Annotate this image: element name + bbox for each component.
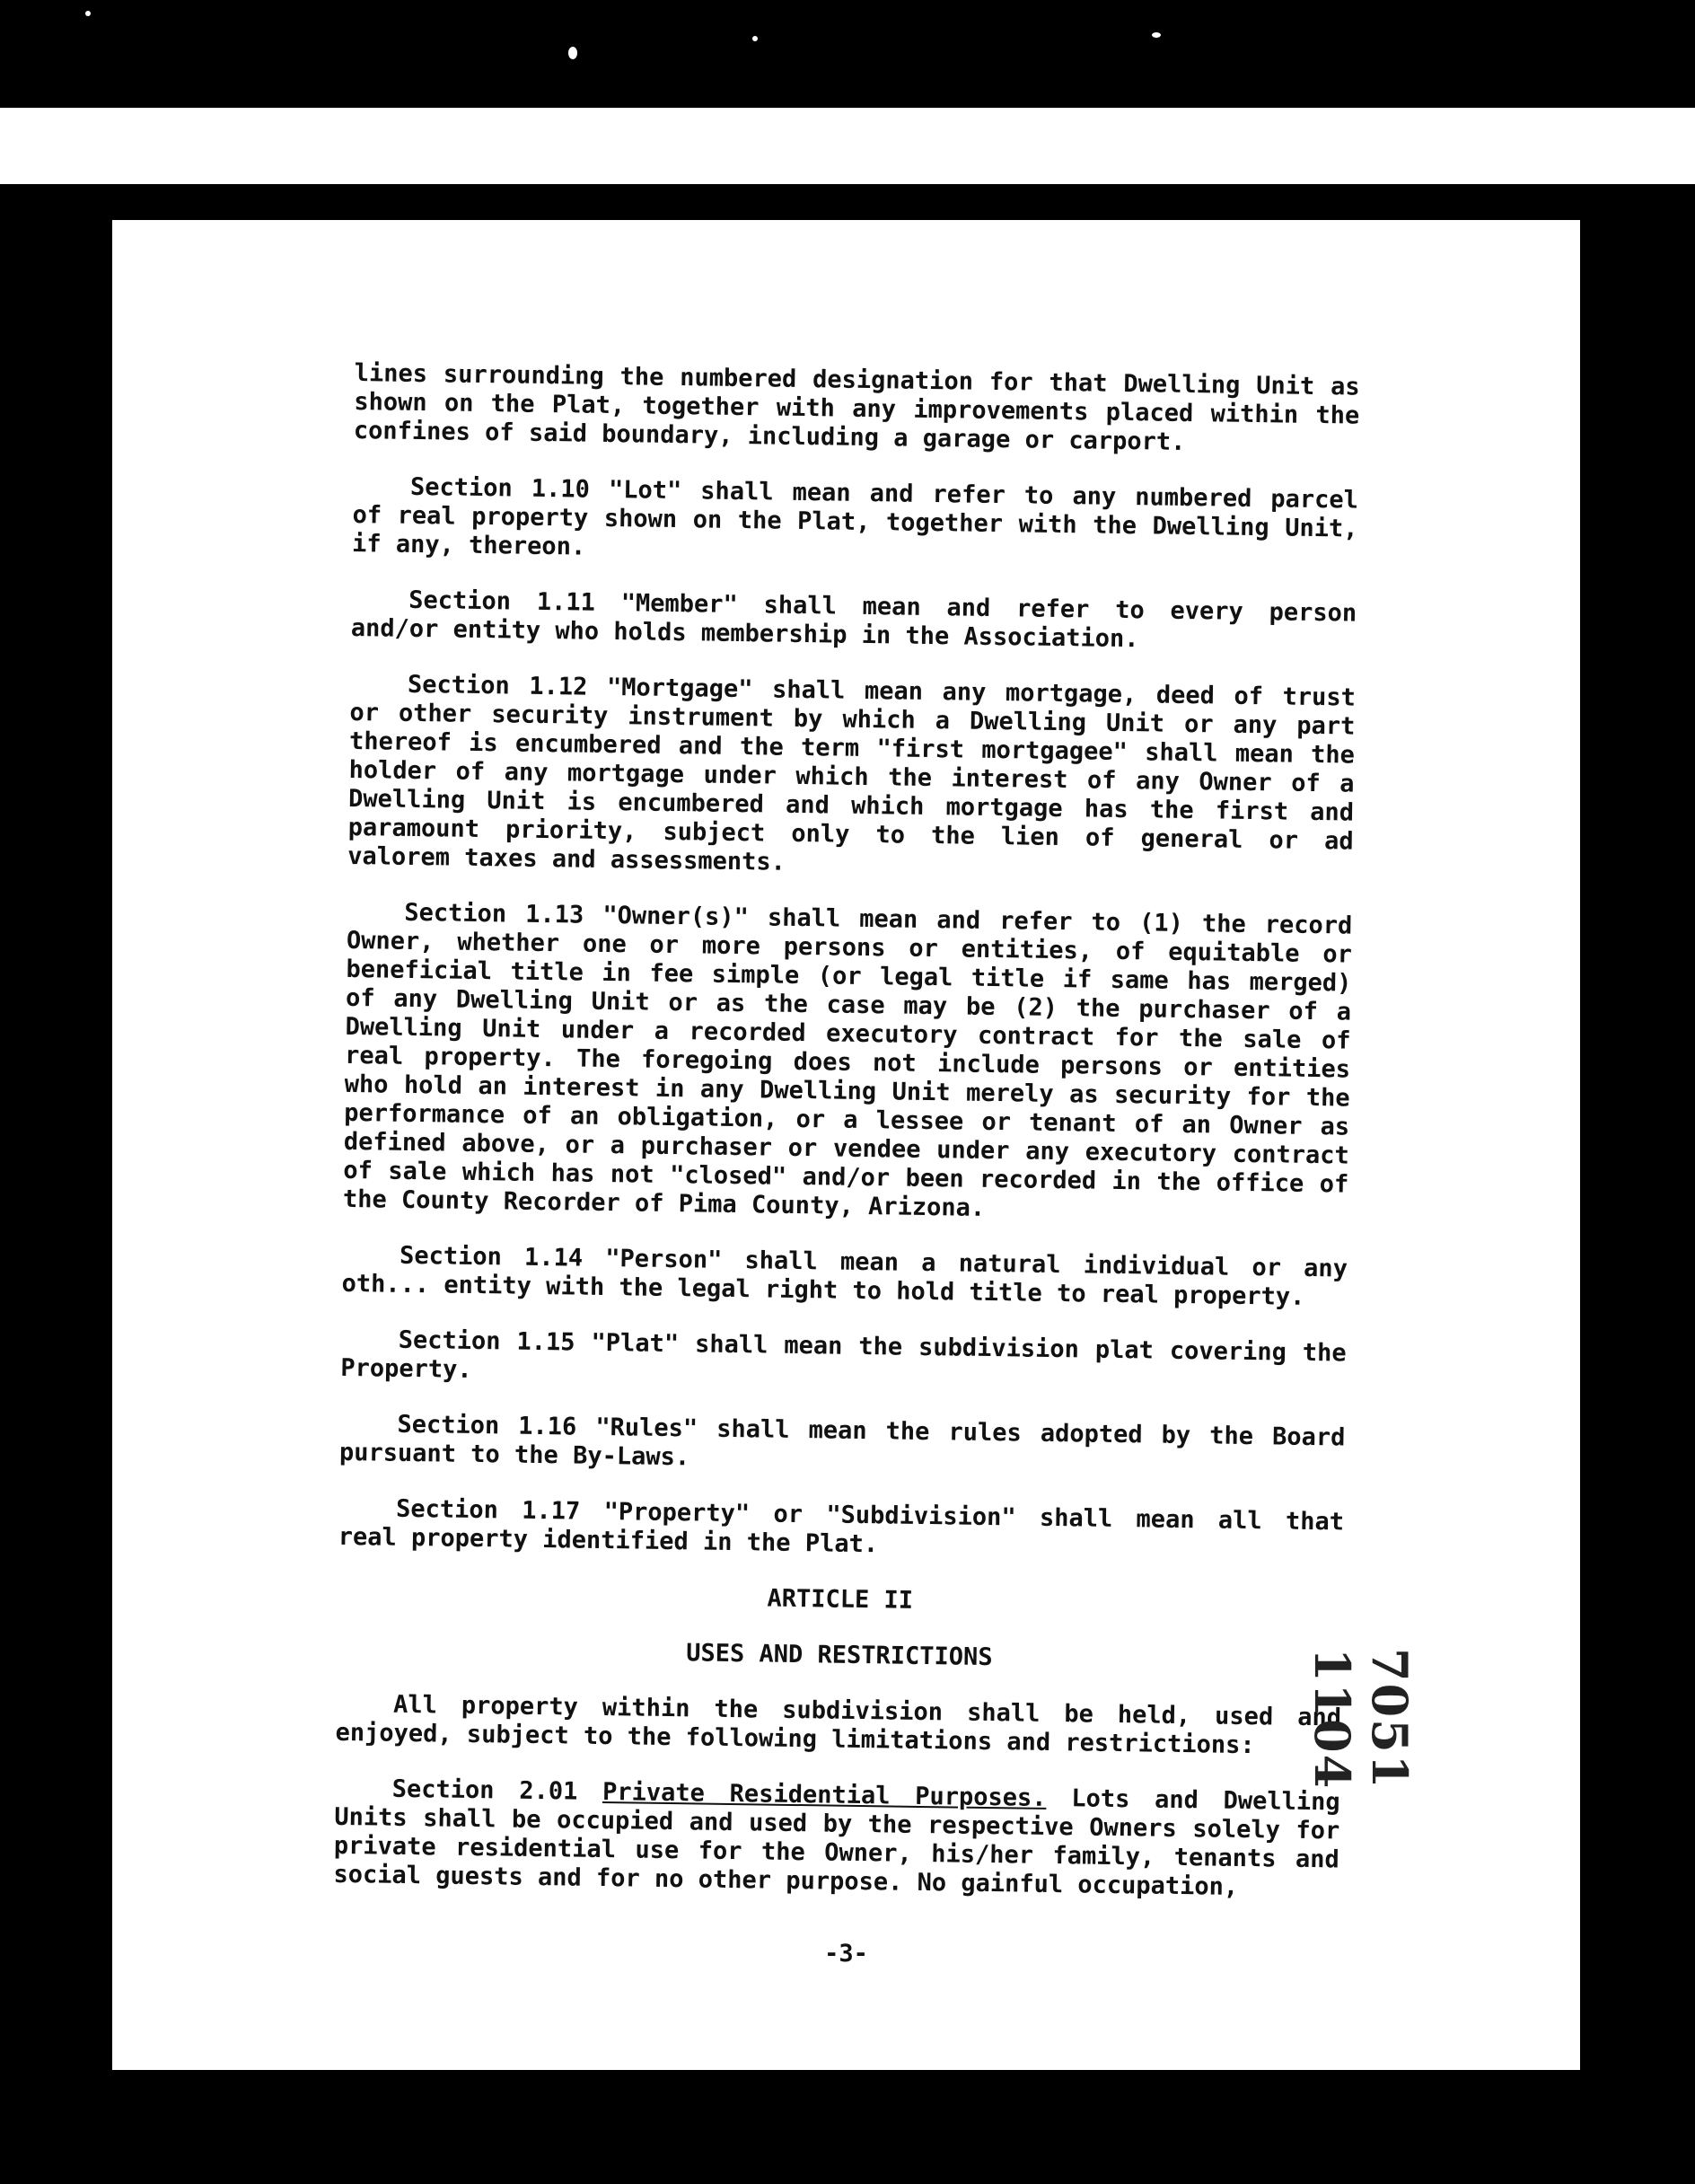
section-text: "Person" shall mean a natural individual or any oth... entity with the legal right to hold title to real property. [341, 1244, 1348, 1311]
margin-stamp: 7051 1104 [1304, 1648, 1418, 1791]
scan-speck [85, 11, 91, 16]
section-text: "Rules" shall mean the rules adopted by the Board pursuant to the By-Laws. [338, 1413, 1346, 1472]
section-label: Section 1.11 [408, 586, 596, 617]
section-1-12 [347, 670, 1356, 885]
section-2-01 [333, 1774, 1340, 1904]
section-label: Section 1.13 [404, 898, 584, 929]
section-title: Private Residential Purposes. [602, 1778, 1047, 1812]
section-1-16 [339, 1410, 1346, 1482]
document-page [112, 220, 1580, 2070]
section-label: Section 1.15 [398, 1325, 575, 1357]
section-text: Lots and Dwelling Units shall be occupied and used by the respective Owners solely for private residential use for the Owner, his/her family, tenants and social guests and for no other purpose. No gainful occupation, [333, 1784, 1340, 1901]
section-label: Section 1.10 [409, 472, 591, 504]
article-heading: ARTICLE II [767, 1584, 914, 1615]
section-label: Section 1.16 [397, 1410, 577, 1441]
section-label: Section 1.17 [395, 1494, 581, 1526]
section-1-11 [351, 586, 1357, 657]
scan-top-border [0, 0, 1695, 108]
section-text: "Mortgage" shall mean any mortgage, deed of trust or other security instrument by which a Dwelling Unit or any part thereof is encumbered and the term "first mortgagee" shall mean the holder of any mortgage under which the interest of any Owner of a Dwelling Unit is encumbered and which mortgage has the first and paramount priority, subject only to the lien of general or ad valorem taxes and assessments. [347, 673, 1357, 876]
section-text: "Property" or "Subdivision" shall mean all that real property identified in the Plat. [338, 1498, 1345, 1559]
article-intro: All property within the subdivision shall be held, used and enjoyed, subject to the following limitations and restrictions: [335, 1690, 1342, 1760]
intro-paragraph: lines surrounding the numbered designation for that Dwelling Unit as shown on the Plat, together with any improvements placed within the confines of said boundary, including a garage or carport. [353, 359, 1360, 456]
section-1-15 [340, 1325, 1347, 1397]
section-label: Section 1.12 [407, 670, 588, 701]
scan-white-strip [0, 108, 1695, 184]
section-text: "Owner(s)" shall mean and refer to (1) the record Owner, whether one or more persons or entities, of equitable or beneficial title in fee simple (or legal title if same has merged) of any Dwelling Unit or as the case may be (2) the purchaser of a Dwelling Unit under a recorded executory contract for the sale of real property. The foregoing does not include persons or entities who hold an interest in any Dwelling Unit merely as security for the performance of an obligation, or a lessee or tenant of an Owner as defined above, or a purchaser or vendee under any executory contract of sale which has not "closed" and/or been recorded in the office of the County Recorder of Pima County, Arizona. [342, 901, 1353, 1222]
document-body [333, 359, 1360, 1930]
section-label: Section 2.01 [391, 1774, 578, 1806]
article-title: USES AND RESTRICTIONS [686, 1639, 993, 1672]
section-text: "Lot" shall mean and refer to any numbered parcel of real property shown on the Plat, together with the Dwelling Unit, if any, thereon. [351, 475, 1359, 561]
scan-speck [752, 36, 758, 41]
section-text: "Plat" shall mean the subdivision plat covering the Property. [340, 1328, 1347, 1384]
page-number: -3- [824, 1940, 868, 1968]
section-1-17 [338, 1494, 1344, 1566]
section-label: Section 1.14 [399, 1241, 584, 1273]
scan-speck [1152, 32, 1161, 38]
section-text: "Member" shall mean and refer to every person and/or entity who holds membership in the Association. [350, 589, 1357, 654]
scan-speck [568, 47, 577, 59]
section-1-13 [343, 898, 1353, 1228]
section-1-14 [341, 1241, 1348, 1313]
section-1-10 [352, 472, 1358, 573]
